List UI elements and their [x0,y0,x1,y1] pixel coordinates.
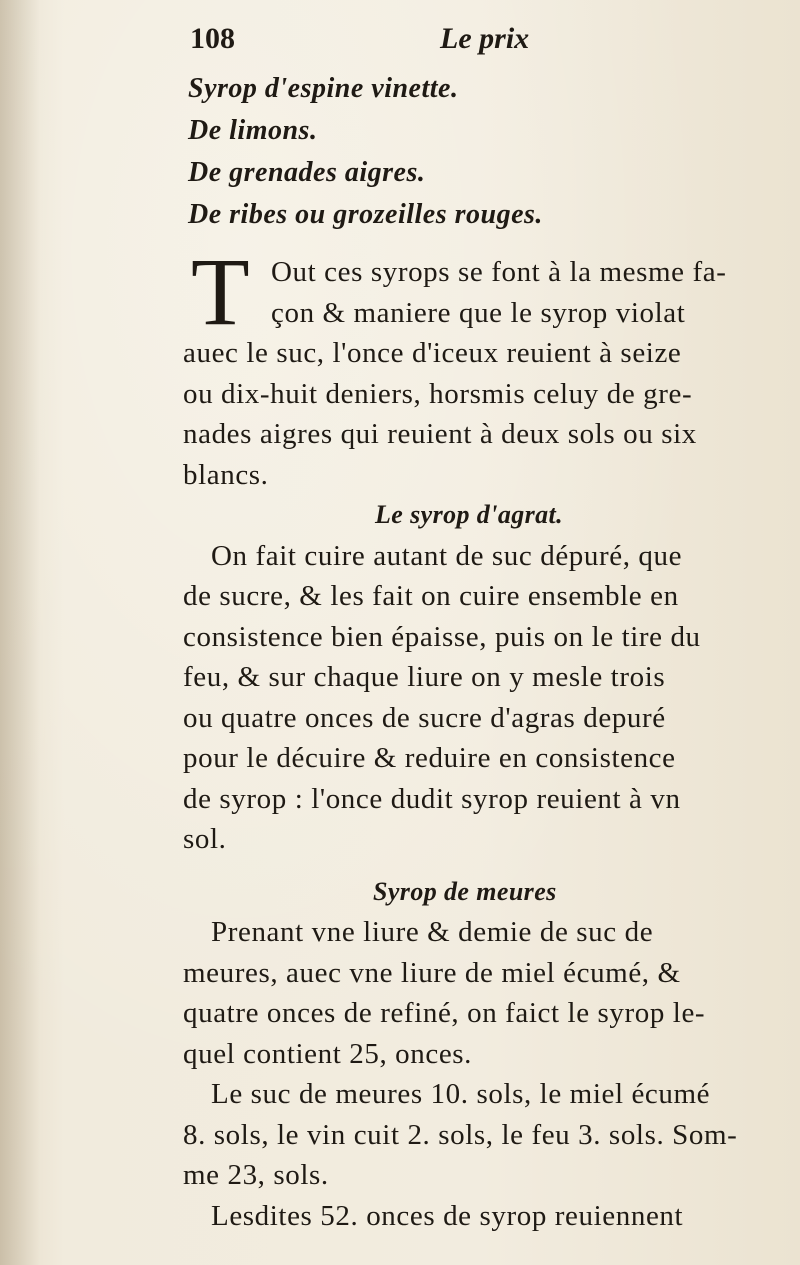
text-line: feu, & sur chaque liure on y mesle trois [183,661,666,693]
section-heading-agrat: Le syrop d'agrat. [375,500,564,529]
syrup-list-item: De limons. [188,115,318,146]
text-line: meures, auec vne liure de miel écumé, & [183,956,681,989]
section-heading-meures: Syrop de meures [373,876,557,906]
text-line: 8. sols, le vin cuit 2. sols, le feu 3. sols. Som- [183,1118,738,1151]
text-line: quel contient 25, onces. [183,1037,473,1070]
syrup-list-item: De grenades aigres. [188,157,426,188]
text-line: sol. [183,823,227,855]
paragraph-syrups [183,238,783,495]
running-head: Le prix [440,22,530,55]
text-line: auec le suc, l'once d'iceux reuient à seize [183,337,682,369]
body-text [183,238,783,1236]
gutter-shadow [0,0,40,1265]
text-line: Lesdites 52. onces de syrop reuiennent [211,1199,684,1232]
paragraph-agrat [183,536,783,860]
syrup-list-item: Syrop d'espine vinette. [188,73,459,104]
text-line: ou quatre onces de sucre d'agras depuré [183,701,666,734]
text-line: On fait cuire autant de suc dépuré, que [211,539,683,572]
text-line: ou dix-huit deniers, horsmis celuy de gre- [183,377,693,410]
text-line: pour le décuire & reduire en consistence [183,742,676,774]
text-line: de syrop : l'once dudit syrop reuient à vn [183,782,681,815]
text-line: blancs. [183,458,269,491]
text-line: çon & maniere que le syrop violat [271,296,686,329]
text-line: quatre onces de refiné, on faict le syrop le- [183,997,706,1029]
text-line: Prenant vne liure & demie de suc de [211,916,654,948]
drop-cap: T [191,238,251,345]
page-number: 108 [190,22,235,55]
paragraph-meures-3 [183,1196,783,1237]
text-line: nades aigres qui reuient à deux sols ou six [183,418,697,450]
text-line: consistence bien épaisse, puis on le tire du [183,620,701,653]
text-line: Out ces syrops se font à la mesme fa- [271,256,727,288]
paragraph-meures-1 [183,912,783,1074]
syrup-list [188,68,543,236]
syrup-list-item: De ribes ou grozeilles rouges. [188,199,543,230]
page-header [190,22,550,62]
dropcap-block [183,238,783,345]
text-line: de sucre, & les fait on cuire ensemble en [183,580,679,612]
text-line: me 23, sols. [183,1159,329,1191]
paragraph-meures-2 [183,1074,783,1196]
text-line: Le suc de meures 10. sols, le miel écumé [211,1078,711,1110]
